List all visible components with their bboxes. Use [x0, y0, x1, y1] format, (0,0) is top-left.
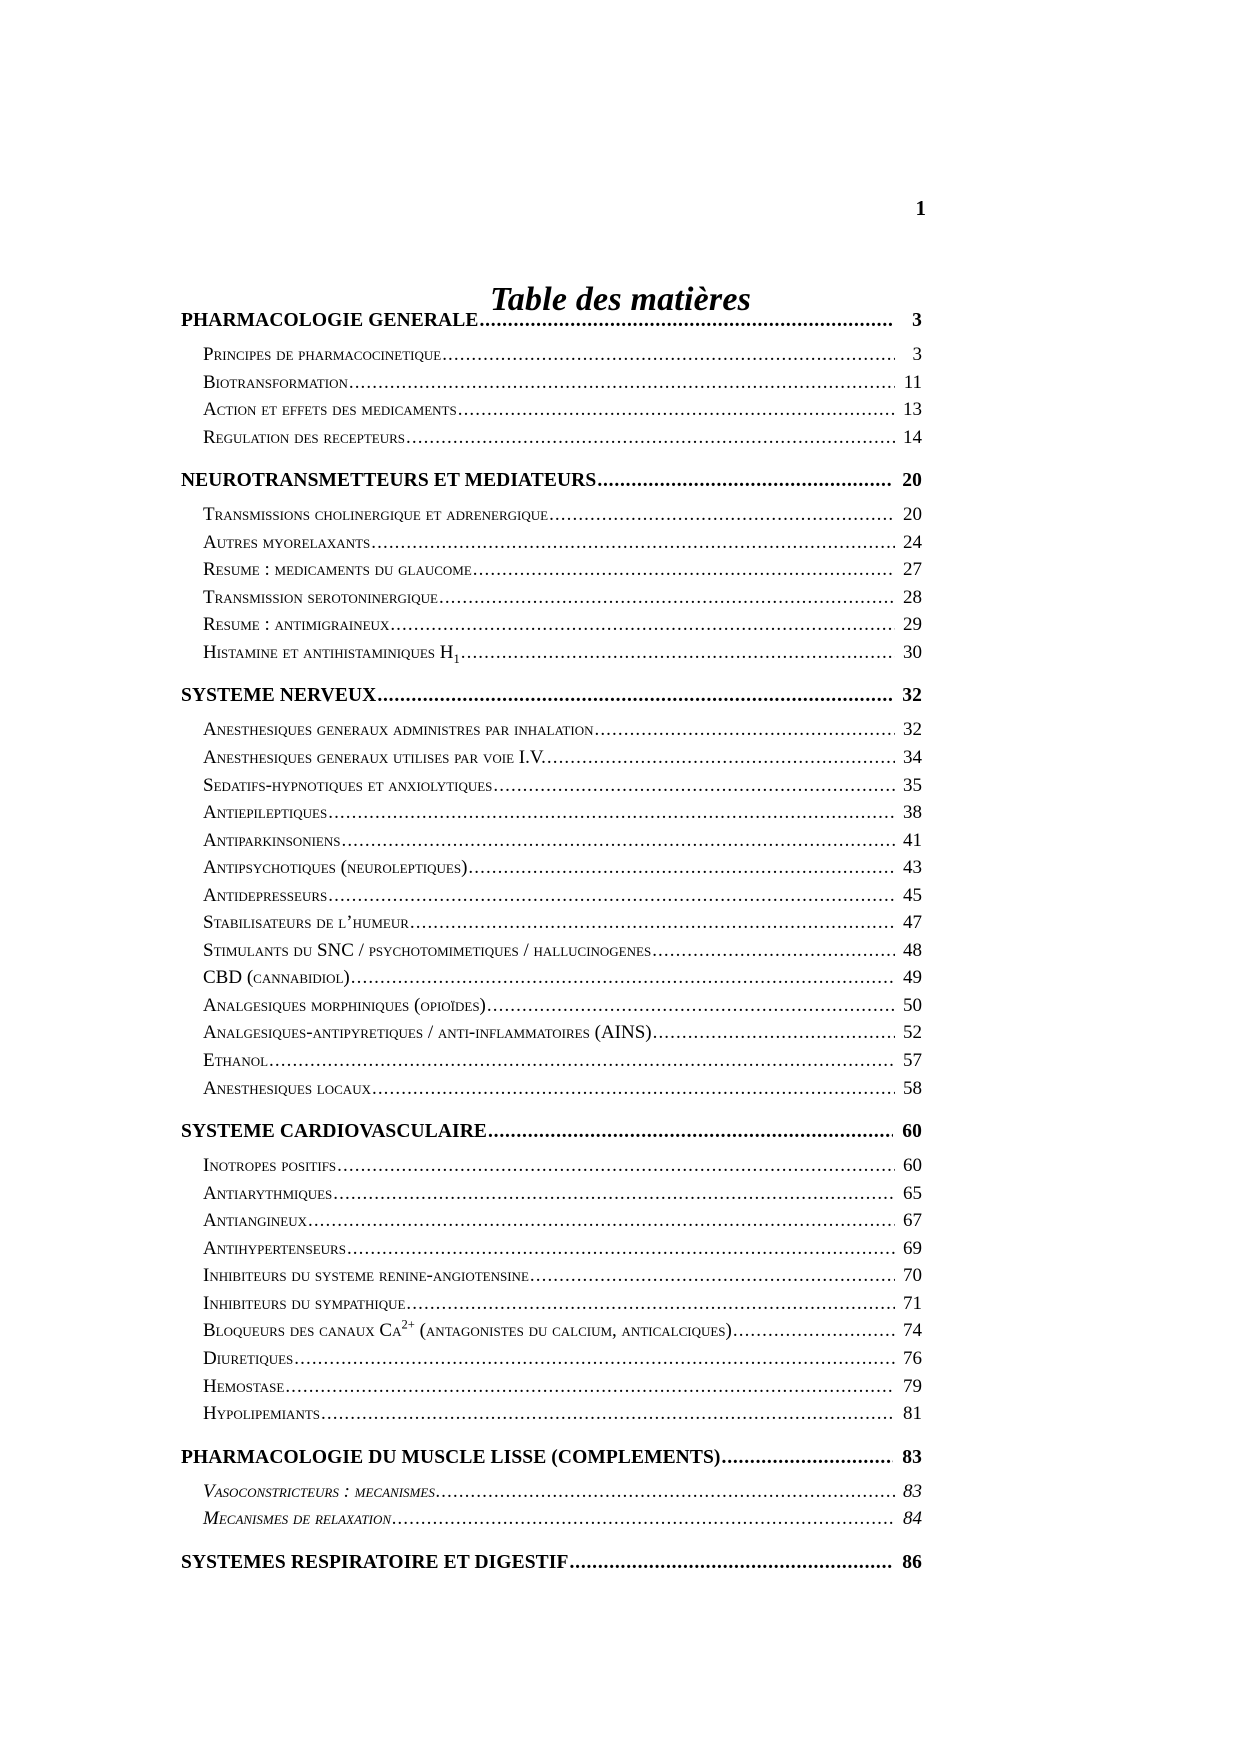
toc-entry-page-number: 49 [903, 967, 922, 989]
toc-entry-label: Hypolipemiants [203, 1403, 321, 1425]
toc-entry-subsection[interactable] [203, 1180, 922, 1208]
toc-entry-subsection[interactable] [203, 639, 922, 667]
dot-leader [285, 1377, 895, 1396]
toc-entry-label: SYSTEMES RESPIRATOIRE ET DIGESTIF [181, 1551, 569, 1573]
toc-entry-subsection[interactable] [203, 716, 922, 744]
dot-leader [392, 1509, 895, 1528]
toc-entry-page-number: 83 [903, 1480, 922, 1502]
toc-entry-label: Inotropes positifs [203, 1155, 337, 1177]
dot-leader [349, 373, 895, 392]
toc-entry-label: Antidepresseurs [203, 884, 328, 906]
dot-leader [458, 400, 895, 419]
toc-entry-section[interactable] [181, 470, 922, 492]
dot-leader [372, 1079, 895, 1098]
toc-entry-page-number: 11 [903, 371, 922, 393]
toc-entry-subsection[interactable] [203, 1207, 922, 1235]
toc-entry-label: Autres myorelaxants [203, 531, 371, 553]
toc-entry-page-number: 27 [903, 559, 922, 581]
toc-entry-subsection[interactable] [203, 909, 922, 937]
toc-entry-page-number: 67 [903, 1210, 922, 1232]
toc-entry-subsection[interactable] [203, 1478, 922, 1506]
toc-entry-label: Regulation des recepteurs [203, 426, 406, 448]
toc-entry-section[interactable] [181, 1447, 922, 1469]
toc-entry-label: Vasoconstricteurs : mecanismes [203, 1480, 435, 1502]
toc-entry-page-number: 45 [903, 884, 922, 906]
toc-entry-subsection[interactable] [203, 854, 922, 882]
toc-entry-page-number: 76 [903, 1347, 922, 1369]
toc-entry-subsection[interactable] [203, 1373, 922, 1401]
toc-entry-page-number: 48 [903, 939, 922, 961]
toc-entry-label: Hemostase [203, 1375, 285, 1397]
dot-leader [479, 311, 893, 331]
toc-entry-subsection[interactable] [203, 799, 922, 827]
table-of-contents [181, 310, 922, 1583]
toc-entry-label: Antiangineux [203, 1210, 307, 1232]
toc-entry-subsection[interactable] [203, 937, 922, 965]
dot-leader [308, 1211, 895, 1230]
toc-entry-subsection[interactable] [203, 611, 922, 639]
toc-entry-label: Stabilisateurs de l’humeur [203, 912, 409, 934]
toc-entry-subsection[interactable] [203, 1290, 922, 1318]
toc-entry-page-number: 30 [903, 641, 922, 663]
dot-leader [461, 643, 895, 662]
dot-leader [269, 1051, 895, 1070]
toc-entry-subsection[interactable] [203, 1075, 922, 1103]
toc-entry-section[interactable] [181, 685, 922, 707]
toc-entry-page-number: 38 [903, 802, 922, 824]
toc-entry-page-number: 58 [903, 1077, 922, 1099]
toc-entry-subsection[interactable] [203, 1505, 922, 1533]
toc-entry-label: Biotransformation [203, 371, 348, 393]
toc-entry-subsection[interactable] [203, 744, 922, 772]
toc-entry-page-number: 52 [903, 1022, 922, 1044]
toc-entry-label: Sedatifs-hypnotiques et anxiolytiques [203, 774, 493, 796]
toc-entry-page-number: 32 [902, 685, 922, 707]
dot-leader [493, 776, 895, 795]
dot-leader [530, 1266, 895, 1285]
toc-entry-page-number: 35 [903, 774, 922, 796]
dot-leader [328, 886, 895, 905]
toc-entry-page-number: 83 [902, 1446, 922, 1468]
toc-entry-page-number: 34 [903, 747, 922, 769]
toc-entry-label: Antiepileptiques [203, 802, 328, 824]
toc-entry-page-number: 41 [903, 829, 922, 851]
toc-entry-subsection[interactable] [203, 1262, 922, 1290]
toc-entry-label: CBD (cannabidiol) [203, 967, 350, 989]
toc-entry-page-number: 3 [912, 344, 922, 365]
toc-entry-page-number: 60 [902, 1121, 922, 1143]
toc-entry-subsection[interactable] [203, 1019, 922, 1047]
toc-entry-label: Analgesiques-antipyretiques / anti-inflammatoires (AINS) [203, 1022, 652, 1044]
toc-entry-label: Antihypertenseurs [203, 1237, 346, 1259]
toc-entry-label: Antiarythmiques [203, 1182, 333, 1204]
dot-leader [406, 1294, 895, 1313]
toc-entry-subsection[interactable] [203, 501, 922, 529]
toc-entry-subsection[interactable] [203, 1235, 922, 1263]
toc-entry-subsection[interactable] [203, 992, 922, 1020]
toc-entry-page-number: 60 [903, 1155, 922, 1177]
page-number: 1 [915, 196, 926, 220]
toc-entry-label: Action et effets des medicaments [203, 399, 457, 421]
dot-leader [468, 858, 895, 877]
dot-leader [442, 345, 895, 364]
toc-entry-section[interactable] [181, 1552, 922, 1574]
toc-entry-subsection[interactable] [203, 1047, 922, 1075]
toc-entry-page-number: 71 [903, 1292, 922, 1314]
dot-leader [547, 748, 895, 767]
dot-leader [488, 1122, 893, 1142]
dot-leader [390, 615, 895, 634]
dot-leader [653, 1023, 895, 1042]
toc-entry-label: Bloqueurs des canaux $Ca^{2+}$ (antagonistes du calcium, anticalciques) [203, 1318, 732, 1342]
toc-entry-subsection[interactable] [203, 1345, 922, 1373]
toc-entry-page-number: 81 [903, 1403, 922, 1425]
dot-leader [337, 1156, 895, 1175]
toc-entry-label: Diuretiques [203, 1347, 294, 1369]
toc-entry-label: SYSTEME CARDIOVASCULAIRE [181, 1121, 487, 1143]
dot-leader [351, 968, 895, 987]
toc-entry-subsection[interactable] [203, 1400, 922, 1428]
toc-entry-subsection[interactable] [203, 424, 922, 452]
toc-entry-section[interactable] [181, 1121, 922, 1143]
toc-entry-page-number: 70 [903, 1265, 922, 1287]
dot-leader [594, 720, 895, 739]
toc-entry-label: Anesthesiques locaux [203, 1077, 371, 1099]
toc-entry-label: Ethanol [203, 1050, 269, 1072]
dot-leader [347, 1239, 895, 1258]
toc-entry-label: Resume : antimigraineux [203, 614, 390, 636]
dot-leader [410, 913, 895, 932]
toc-entry-subsection[interactable] [203, 1152, 922, 1180]
toc-entry-page-number: 32 [903, 719, 922, 741]
toc-entry-page-number: 3 [912, 310, 922, 331]
dot-leader [377, 686, 893, 706]
toc-entry-subsection[interactable] [203, 772, 922, 800]
toc-entry-page-number: 13 [903, 399, 922, 421]
toc-entry-subsection[interactable] [203, 396, 922, 424]
toc-entry-page-number: 74 [903, 1320, 922, 1342]
toc-entry-label: Stimulants du SNC / psychotomimetiques / hallucinogenes [203, 939, 652, 961]
dot-leader [341, 831, 895, 850]
dot-leader [597, 471, 893, 491]
toc-entry-subsection[interactable] [203, 529, 922, 557]
dot-leader [371, 533, 895, 552]
toc-entry-page-number: 79 [903, 1375, 922, 1397]
toc-entry-label: Principes de pharmacocinetique [203, 344, 442, 365]
toc-entry-label: Anesthesiques generaux utilises par voie I.V. [203, 747, 546, 769]
dot-leader [328, 803, 895, 822]
toc-entry-subsection[interactable] [203, 341, 922, 369]
toc-entry-label: Analgesiques morphiniques (opioïdes) [203, 994, 486, 1016]
toc-entry-page-number: 47 [903, 912, 922, 934]
toc-entry-label: Inhibiteurs du systeme renine-angiotensine [203, 1265, 529, 1287]
toc-entry-page-number: 86 [902, 1551, 922, 1573]
toc-entry-page-number: 14 [903, 426, 922, 448]
toc-entry-page-number: 28 [903, 586, 922, 608]
toc-entry-page-number: 20 [902, 470, 922, 492]
dot-leader [436, 1482, 895, 1501]
toc-entry-subsection[interactable] [203, 369, 922, 397]
toc-entry-page-number: 29 [903, 614, 922, 636]
dot-leader [652, 941, 895, 960]
toc-entry-label: Anesthesiques generaux administres par inhalation [203, 719, 594, 741]
dot-leader [333, 1184, 895, 1203]
toc-entry-label: Resume : medicaments du glaucome [203, 559, 472, 581]
dot-leader [294, 1349, 895, 1368]
toc-entry-page-number: 57 [903, 1050, 922, 1072]
dot-leader [487, 996, 895, 1015]
toc-entry-label: Transmissions cholinergique et adrenergique [203, 504, 549, 526]
dot-leader [406, 428, 895, 447]
toc-entry-subsection[interactable] [203, 882, 922, 910]
toc-entry-page-number: 50 [903, 994, 922, 1016]
toc-entry-page-number: 65 [903, 1182, 922, 1204]
toc-entry-page-number: 84 [903, 1508, 922, 1530]
dot-leader [549, 505, 895, 524]
dot-leader [733, 1321, 895, 1340]
toc-entry-subsection[interactable] [203, 584, 922, 612]
toc-entry-page-number: 43 [903, 857, 922, 879]
dot-leader [722, 1448, 893, 1468]
toc-entry-page-number: 69 [903, 1237, 922, 1259]
toc-entry-subsection[interactable] [203, 1317, 922, 1345]
toc-entry-label: Antiparkinsoniens [203, 829, 341, 851]
toc-entry-label: SYSTEME NERVEUX [181, 685, 377, 707]
dot-leader [439, 588, 895, 607]
toc-entry-page-number: 24 [903, 531, 922, 553]
toc-entry-label: Antipsychotiques (neuroleptiques) [203, 857, 468, 879]
toc-entry-subsection[interactable] [203, 556, 922, 584]
toc-entry-label: PHARMACOLOGIE GENERALE [181, 310, 479, 331]
toc-entry-label: Histamine et antihistaminiques $H_1$ [203, 641, 460, 666]
toc-entry-page-number: 20 [903, 504, 922, 526]
dot-leader [473, 560, 895, 579]
toc-entry-label: Inhibiteurs du sympathique [203, 1292, 406, 1314]
toc-entry-label: Mecanismes de relaxation [203, 1508, 392, 1530]
page-title: Table des matières [489, 280, 752, 318]
dot-leader [321, 1404, 895, 1423]
toc-entry-label: NEUROTRANSMETTEURS ET MEDIATEURS [181, 470, 597, 492]
dot-leader [569, 1553, 893, 1573]
toc-entry-subsection[interactable] [203, 964, 922, 992]
toc-entry-section[interactable] [181, 310, 922, 332]
toc-entry-label: PHARMACOLOGIE DU MUSCLE LISSE (COMPLEMENTS) [181, 1446, 721, 1468]
toc-entry-label: Transmission serotoninergique [203, 586, 438, 608]
toc-entry-subsection[interactable] [203, 827, 922, 855]
